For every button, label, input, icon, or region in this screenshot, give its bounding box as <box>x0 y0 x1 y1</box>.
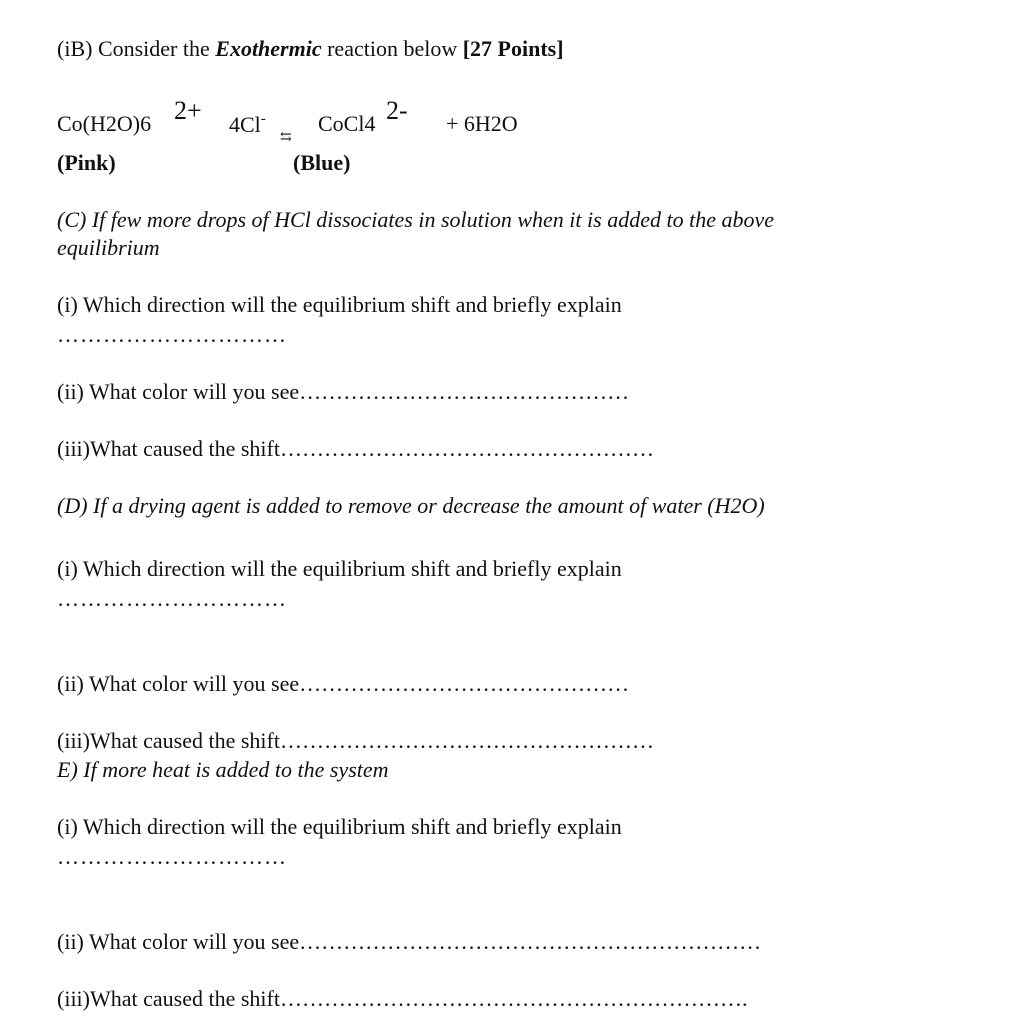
section-c-question-1: (i) Which direction will the equilibrium shift and briefly explain <box>57 292 622 317</box>
section-c-heading-line2: equilibrium <box>57 235 160 260</box>
heading-emphasis: Exothermic <box>215 36 322 61</box>
heading-prefix: (iB) Consider the <box>57 36 216 61</box>
label-pink: (Pink) <box>57 150 116 175</box>
section-e-question-2: (ii) What color will you see……………………………………………………… <box>57 929 762 954</box>
heading-middle: reaction below <box>321 36 463 61</box>
reactant-cobalt-hexaaqua: Co(H2O)6 <box>57 111 152 136</box>
section-e-question-3: (iii)What caused the shift………………………………………………………. <box>57 986 748 1011</box>
section-d-question-3: (iii)What caused the shift…………………………………………… <box>57 728 654 753</box>
product-cobalt-charge: 2- <box>386 96 408 125</box>
section-e-heading: E) If more heat is added to the system <box>57 757 389 782</box>
section-d-answer-blank-1[interactable]: ………………………… <box>57 586 287 611</box>
product-water: + 6H2O <box>446 111 518 136</box>
heading-points: [27 Points] <box>462 36 564 61</box>
section-c-question-2: (ii) What color will you see……………………………………… <box>57 379 630 404</box>
section-c-heading-line1: (C) If few more drops of HCl dissociates in solution when it is added to the above <box>57 207 774 232</box>
section-c-answer-blank-1[interactable]: ………………………… <box>57 322 287 347</box>
equilibrium-arrow-icon: ⇆ <box>280 130 292 145</box>
label-blue: (Blue) <box>293 150 351 175</box>
reactant-chloride-charge: - <box>260 111 266 127</box>
reactant-chloride: 4Cl- <box>229 111 266 137</box>
product-cobalt-tetrachloro: CoCl4 <box>318 111 376 136</box>
section-c-question-3: (iii)What caused the shift…………………………………………… <box>57 436 654 461</box>
question-heading <box>57 36 564 61</box>
section-e-question-1: (i) Which direction will the equilibrium shift and briefly explain <box>57 814 622 839</box>
section-e-answer-blank-1[interactable]: ………………………… <box>57 844 287 869</box>
section-d-question-1: (i) Which direction will the equilibrium shift and briefly explain <box>57 556 622 581</box>
reactant-cobalt-charge: 2+ <box>174 96 202 125</box>
section-d-heading: (D) If a drying agent is added to remove or decrease the amount of water (H2O) <box>57 493 765 518</box>
section-d-question-2: (ii) What color will you see……………………………………… <box>57 671 630 696</box>
